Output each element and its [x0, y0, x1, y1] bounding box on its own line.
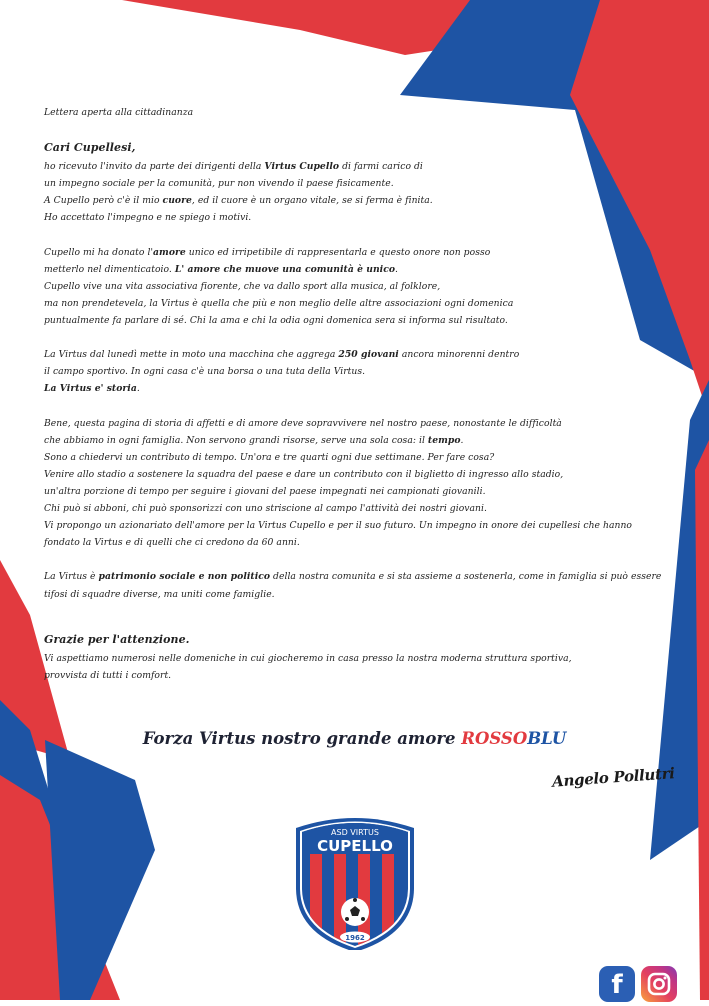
text-line: puntualmente fa parlare di sé. Chi la ama e chi la odia ogni domenica sera si informa sul risultato. — [44, 315, 508, 327]
text-line: Ho accettato l'impegno e ne spiego i motivi. — [44, 212, 252, 224]
text-line: Sono a chiedervi un contributo di tempo. Un'ora e tre quarti ogni due settimane. Per fare cosa? — [44, 451, 495, 463]
text-line: un'altra porzione di tempo per seguire i giovani del paese impegnati nei campionati giovanili. — [44, 485, 486, 497]
text-line: Cupello mi ha donato l'amore unico ed irripetibile di rappresentarla e questo onore non posso — [44, 246, 491, 258]
signature: Angelo Pollutri — [551, 764, 676, 791]
text-line: Venire allo stadio a sostenere la squadra del paese e dare un contributo con il biglietto di ingresso allo stadio, — [44, 468, 564, 480]
crest-name: CUPELLO — [317, 837, 393, 855]
text-line: Vi aspettiamo numerosi nelle domeniche in cui giocheremo in casa presso la nostra moderna struttura sportiva, — [44, 652, 572, 664]
text-line: un impegno sociale per la comunità, pur non vivendo il paese fisicamente. — [44, 178, 394, 190]
crest-year: 1962 — [345, 934, 365, 942]
closing-line: Grazie per l'attenzione. — [44, 632, 190, 646]
crest-top-text: ASD VIRTUS — [331, 828, 379, 837]
motto: Forza Virtus nostro grande amore ROSSOBLU — [142, 729, 567, 748]
club-crest — [292, 818, 418, 950]
instagram-icon[interactable] — [641, 966, 677, 1002]
text-line: il campo sportivo. In ogni casa c'è una borsa o una tuta della Virtus. — [44, 366, 366, 378]
text-line: fondato la Virtus e di quelli che ci credono da 60 anni. — [44, 537, 300, 549]
text-line: La Virtus è patrimonio sociale e non politico della nostra comunita e si sta assieme a sostenerla, come in famiglia si può essere — [44, 571, 662, 583]
text-line: A Cupello però c'è il mio cuore, ed il cuore è un organo vitale, se si ferma è finita. — [44, 195, 433, 207]
facebook-icon[interactable] — [599, 966, 635, 1002]
text-line: La Virtus e' storia. — [44, 383, 140, 395]
text-line: Cupello vive una vita associativa fiorente, che va dallo sport alla musica, al folklore, — [44, 280, 441, 292]
facebook-glyph: f — [611, 970, 623, 1000]
instagram-glyph — [641, 966, 677, 1002]
text-line: La Virtus dal lunedì mette in moto una macchina che aggrega 250 giovani ancora minorenni dentro — [44, 349, 520, 361]
motto-blue: BLU — [527, 729, 567, 748]
text-line: che abbiamo in ogni famiglia. Non servono grandi risorse, serve una sola cosa: il tempo. — [44, 434, 464, 446]
deco-blue-bottom-left — [45, 740, 155, 1000]
salutation: Cari Cupellesi, — [44, 141, 136, 155]
text-line: metterlo nel dimenticatoio. L' amore che muove una comunità è unico. — [44, 263, 399, 275]
text-line: Bene, questa pagina di storia di affetti e di amore deve sopravvivere nel nostro paese, nonostante le difficoltà — [44, 417, 562, 429]
text-line: ho ricevuto l'invito da parte dei dirigenti della Virtus Cupello di farmi carico di — [44, 161, 423, 173]
text-line: provvista di tutti i comfort. — [44, 669, 172, 681]
text-line: tifosi di squadre diverse, ma uniti come famiglie. — [44, 588, 275, 600]
text-line: ma non prendetevela, la Virtus è quella che più e non meglio delle altre associazioni ogni domenica — [44, 297, 514, 309]
motto-red: ROSSO — [461, 729, 528, 748]
text-line: Chi può si abboni, chi può sponsorizzi con uno striscione al campo l'attività dei nostri giovani. — [44, 503, 487, 515]
letter-body — [44, 104, 662, 684]
letter-heading: Lettera aperta alla cittadinanza — [44, 107, 194, 118]
text-line: Vi propongo un azionariato dell'amore per la Virtus Cupello e per il suo futuro. Un impegno in onore dei cupellesi che hanno — [44, 520, 633, 532]
